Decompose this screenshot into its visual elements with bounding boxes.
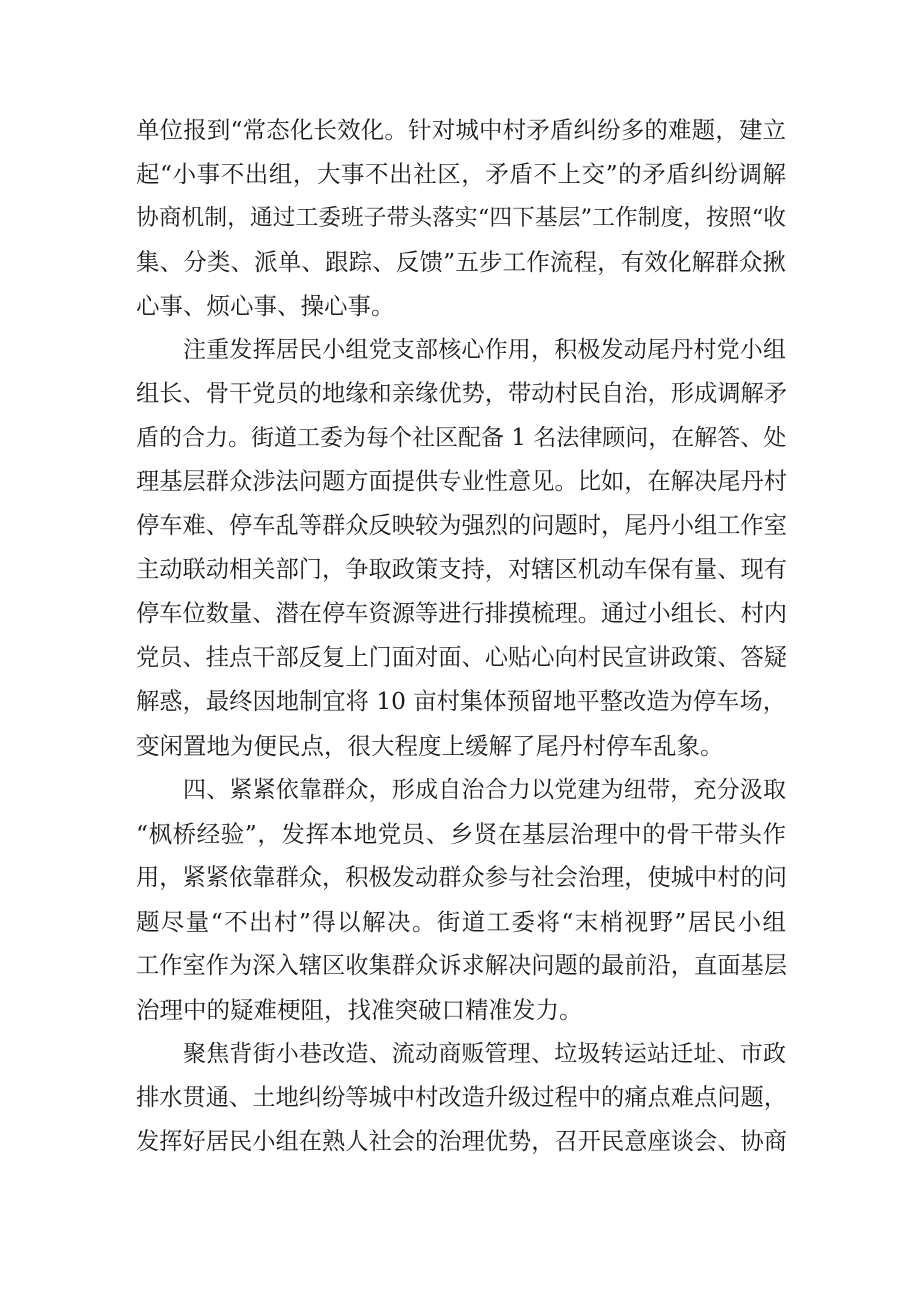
text-line: 注重发挥居民小组党支部核心作用，积极发动尾丹村党小组: [183, 337, 786, 363]
text-line: 停车难、停车乱等群众反映较为强烈的问题时，尾丹小组工作室: [136, 512, 788, 539]
text-line: 协商机制，通过工委班子带头落实“四下基层”工作制度，按照“收: [136, 205, 786, 231]
text-line: 用，紧紧依靠群众，积极发动群众参与社会治理，使城中村的问: [136, 864, 788, 891]
text-line: 解惑，最终因地制宜将 10 亩村集体预留地平整改造为停车场，: [136, 688, 786, 715]
text-line: 组长、骨干党员的地缘和亲缘优势，带动村民自治，形成调解矛: [136, 380, 788, 407]
text-line: 排水贯通、土地纠纷等城中村改造升级过程中的痛点难点问题，: [136, 1084, 788, 1111]
text-line: 治理中的疑难梗阻，找准突破口精准发力。: [136, 996, 583, 1024]
text-line: 停车位数量、潜在停车资源等进行排摸梳理。通过小组长、村内: [136, 600, 788, 627]
text-line: 单位报到“常态化长效化。针对城中村矛盾纠纷多的难题，建立: [136, 116, 786, 144]
text-line: 工作室作为深入辖区收集群众诉求解决问题的最前沿，直面基层: [136, 952, 788, 979]
text-line: “枫桥经验”，发挥本地党员、乡贤在基层治理中的骨干带头作: [136, 820, 786, 848]
text-line: 变闲置地为便民点，很大程度上缓解了尾丹村停车乱象。: [136, 732, 724, 760]
text-line: 盾的合力。街道工委为每个社区配备 1 名法律顾问，在解答、处: [136, 425, 787, 451]
document-body: [136, 108, 786, 1164]
text-line: 集、分类、派单、跟踪、反馈”五步工作流程，有效化解群众揪: [136, 248, 786, 276]
text-line: 理基层群众涉法问题方面提供专业性意见。比如，在解决尾丹村: [136, 468, 788, 495]
text-line: 主动联动相关部门，争取政策支持，对辖区机动车保有量、现有: [136, 556, 788, 583]
paragraph-2: [136, 328, 786, 768]
text-line: 聚焦背街小巷改造、流动商贩管理、垃圾转运站迁址、市政: [183, 1041, 786, 1067]
text-line: 题尽量“不出村”得以解决。街道工委将“末梢视野”居民小组: [136, 908, 786, 936]
paragraph-1: [136, 108, 786, 328]
paragraph-4: [136, 1032, 786, 1164]
text-line: 起“小事不出组，大事不出社区，矛盾不上交”的矛盾纠纷调解: [136, 160, 786, 188]
paragraph-3: [136, 768, 786, 1032]
text-line: 四、紧紧依靠群众，形成自治合力以党建为纽带，充分汲取: [183, 777, 786, 803]
text-line: 心事、烦心事、操心事。: [136, 292, 395, 320]
text-line: 党员、挂点干部反复上门面对面、心贴心向村民宣讲政策、答疑: [136, 644, 788, 671]
text-line: 发挥好居民小组在熟人社会的治理优势，召开民意座谈会、协商: [136, 1128, 788, 1155]
